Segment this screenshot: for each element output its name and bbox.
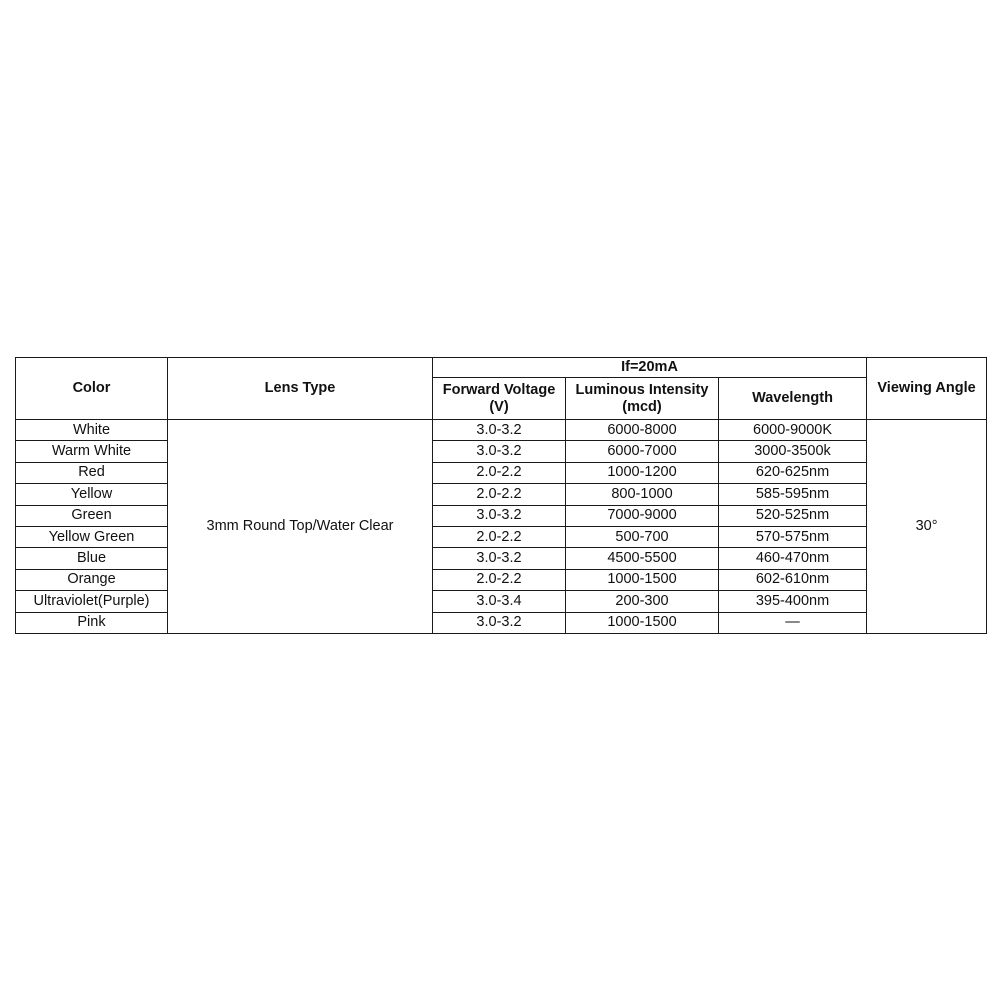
cell-color: Yellow [16,484,168,505]
header-viewing-angle: Viewing Angle [867,358,987,420]
cell-viewing-angle: 30° [867,420,987,634]
cell-forward-voltage: 3.0-3.4 [433,591,566,612]
cell-wavelength: 520-525nm [719,505,867,526]
led-spec-table [15,357,987,634]
cell-luminous-intensity: 1000-1500 [566,612,719,633]
cell-luminous-intensity: 4500-5500 [566,548,719,569]
cell-luminous-intensity: 6000-7000 [566,441,719,462]
table-row [16,441,987,462]
cell-luminous-intensity: 800-1000 [566,484,719,505]
table-row [16,462,987,483]
header-lens-type: Lens Type [168,358,433,420]
table-row [16,484,987,505]
cell-forward-voltage: 3.0-3.2 [433,612,566,633]
cell-luminous-intensity: 200-300 [566,591,719,612]
cell-color: Pink [16,612,168,633]
cell-color: White [16,420,168,441]
cell-color: Yellow Green [16,526,168,547]
cell-wavelength: 602-610nm [719,569,867,590]
cell-luminous-intensity: 1000-1500 [566,569,719,590]
cell-forward-voltage: 3.0-3.2 [433,505,566,526]
cell-wavelength: 585-595nm [719,484,867,505]
cell-color: Ultraviolet(Purple) [16,591,168,612]
cell-forward-voltage: 2.0-2.2 [433,484,566,505]
cell-luminous-intensity: 1000-1200 [566,462,719,483]
cell-forward-voltage: 3.0-3.2 [433,548,566,569]
cell-wavelength: 395-400nm [719,591,867,612]
table-body [16,420,987,634]
cell-wavelength: 620-625nm [719,462,867,483]
cell-forward-voltage: 3.0-3.2 [433,420,566,441]
cell-wavelength: 6000-9000K [719,420,867,441]
cell-color: Orange [16,569,168,590]
header-color: Color [16,358,168,420]
cell-forward-voltage: 2.0-2.2 [433,462,566,483]
header-wavelength: Wavelength [719,378,867,420]
table-row [16,569,987,590]
cell-luminous-intensity: 6000-8000 [566,420,719,441]
table-row [16,505,987,526]
cell-forward-voltage: 2.0-2.2 [433,526,566,547]
cell-luminous-intensity: 500-700 [566,526,719,547]
cell-wavelength: — [719,612,867,633]
cell-color: Red [16,462,168,483]
cell-luminous-intensity: 7000-9000 [566,505,719,526]
table-row [16,548,987,569]
header-condition: If=20mA [433,358,867,378]
cell-lens-type: 3mm Round Top/Water Clear [168,420,433,634]
header-luminous-intensity: Luminous Intensity (mcd) [566,378,719,420]
header-forward-voltage: Forward Voltage (V) [433,378,566,420]
cell-color: Blue [16,548,168,569]
cell-wavelength: 570-575nm [719,526,867,547]
cell-forward-voltage: 3.0-3.2 [433,441,566,462]
table-row [16,526,987,547]
cell-color: Warm White [16,441,168,462]
table-row [16,591,987,612]
cell-wavelength: 3000-3500k [719,441,867,462]
table-row [16,420,987,441]
cell-wavelength: 460-470nm [719,548,867,569]
cell-color: Green [16,505,168,526]
cell-forward-voltage: 2.0-2.2 [433,569,566,590]
table-row [16,612,987,633]
